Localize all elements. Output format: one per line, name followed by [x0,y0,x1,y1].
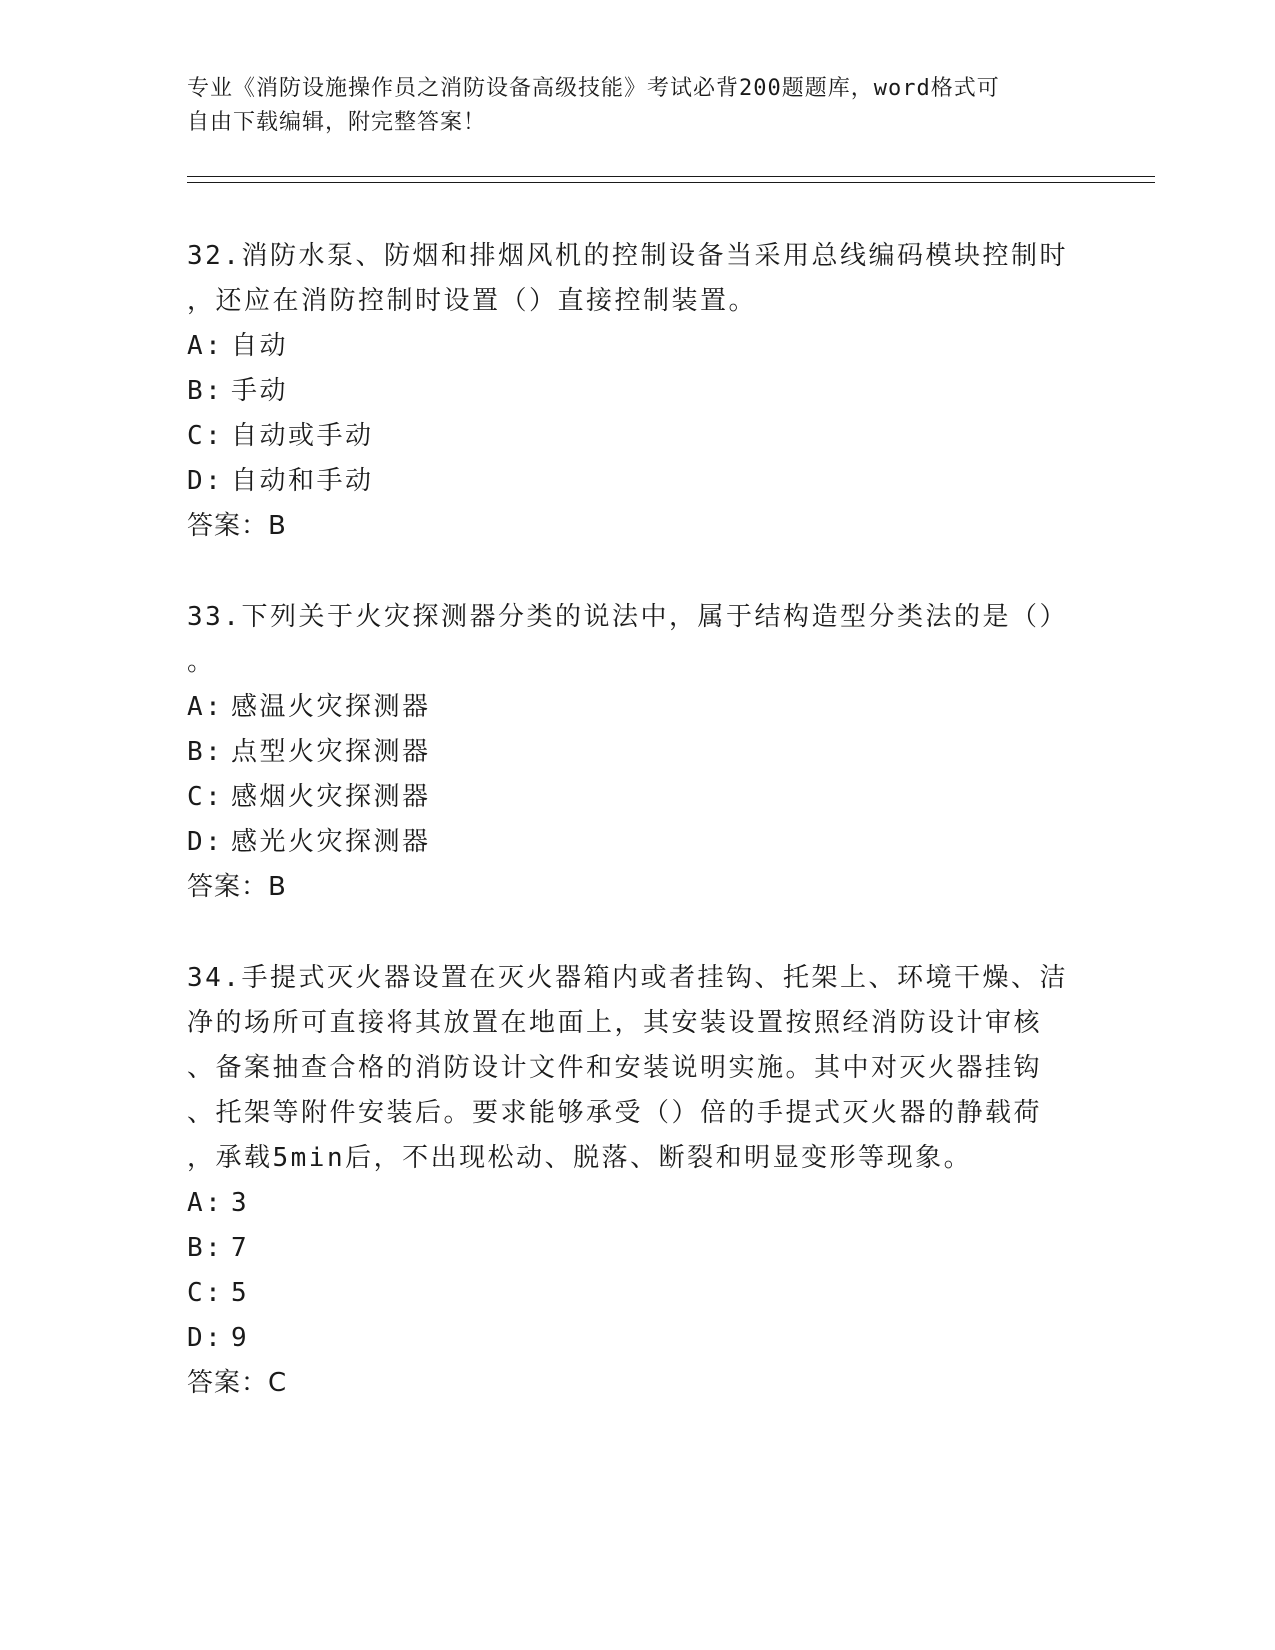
question-stem-line: 34.手提式灭火器设置在灭火器箱内或者挂钩、托架上、环境干燥、洁 [187,963,1068,993]
option-key: C: [187,782,224,812]
option-key: D: [187,1323,224,1353]
question-stem-line: ，还应在消防控制时设置（）直接控制装置。 [187,286,758,316]
option-text: 手动 [231,376,289,406]
option-key: A: [187,1188,224,1218]
document-header [187,72,1067,140]
answer-line: 答案：B [187,872,287,902]
option-d [187,820,1087,865]
question-stem-line: ，承载5min后，不出现松动、脱落、断裂和明显变形等现象。 [187,1143,973,1173]
question-34 [187,956,1087,1406]
option-c [187,775,1087,820]
option-key: D: [187,466,224,496]
option-text: 3 [231,1188,250,1218]
option-text: 9 [231,1323,250,1353]
question-stem-line: 、备案抽查合格的消防设计文件和安装说明实施。其中对灭火器挂钩 [187,1053,1043,1083]
option-key: B: [187,1233,224,1263]
answer-line: 答案：C [187,1368,288,1398]
option-b [187,730,1087,775]
option-key: D: [187,827,224,857]
option-text: 点型火灾探测器 [231,737,431,767]
question-stem-line: 、托架等附件安装后。要求能够承受（）倍的手提式灭火器的静载荷 [187,1098,1043,1128]
option-a [187,1181,1087,1226]
header-line: 自由下载编辑，附完整答案！ [187,110,487,135]
header-divider-top [187,176,1155,177]
question-stem-line: 33.下列关于火灾探测器分类的说法中，属于结构造型分类法的是（） [187,602,1068,632]
option-text: 感光火灾探测器 [231,827,431,857]
header-divider-bottom [187,182,1155,183]
option-key: B: [187,376,224,406]
option-text: 5 [231,1278,250,1308]
question-stem-line: 32.消防水泵、防烟和排烟风机的控制设备当采用总线编码模块控制时 [187,241,1068,271]
option-a [187,324,1087,369]
option-text: 感温火灾探测器 [231,692,431,722]
option-key: C: [187,1278,224,1308]
question-stem-line: 。 [187,647,216,677]
option-d [187,459,1087,504]
option-key: B: [187,737,224,767]
option-c [187,414,1087,459]
question-32 [187,234,1087,549]
option-text: 自动或手动 [231,421,374,451]
option-text: 感烟火灾探测器 [231,782,431,812]
question-stem-line: 净的场所可直接将其放置在地面上，其安装设置按照经消防设计审核 [187,1008,1043,1038]
option-text: 自动 [231,331,289,361]
answer-line: 答案：B [187,511,287,541]
option-key: A: [187,692,224,722]
option-b [187,369,1087,414]
option-a [187,685,1087,730]
option-text: 7 [231,1233,250,1263]
option-key: C: [187,421,224,451]
option-b [187,1226,1087,1271]
option-text: 自动和手动 [231,466,374,496]
header-line: 专业《消防设施操作员之消防设备高级技能》考试必背200题题库，word格式可 [187,76,1000,101]
option-d [187,1316,1087,1361]
option-c [187,1271,1087,1316]
question-33 [187,595,1087,910]
question-list [187,234,1087,1452]
option-key: A: [187,331,224,361]
